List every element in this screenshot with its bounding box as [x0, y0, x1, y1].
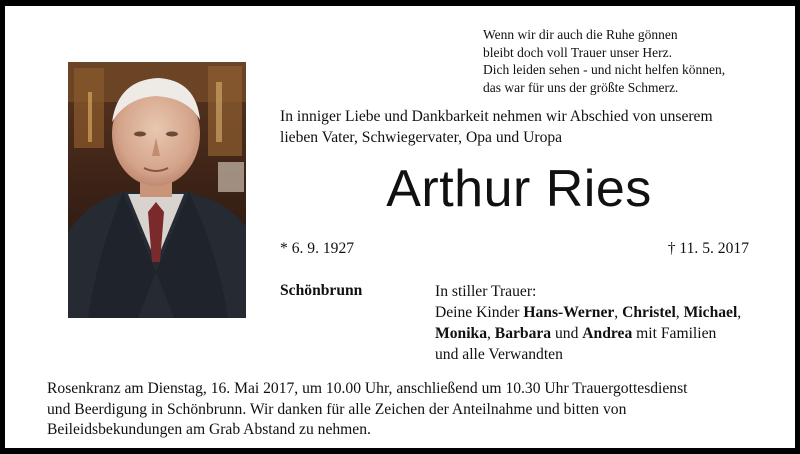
mourner-name: Barbara: [494, 325, 552, 342]
place-name: Schönbrunn: [280, 282, 363, 299]
intro-line: In inniger Liebe und Dankbarkeit nehmen wir Abschied von unserem: [280, 108, 713, 125]
mourners-line-2: [435, 323, 741, 344]
poem-line: Wenn wir dir auch die Ruhe gönnen: [483, 27, 678, 42]
mourner-name: Andrea: [582, 325, 633, 342]
poem-line: bleibt doch voll Trauer unser Herz.: [483, 44, 672, 60]
separator: ,: [737, 304, 742, 321]
mourner-name: Monika: [435, 325, 487, 342]
death-date: † 11. 5. 2017: [667, 240, 749, 257]
mourners-line-1: [435, 302, 741, 323]
mourners-heading: In stiller Trauer:: [435, 283, 537, 300]
mourner-name: Christel: [622, 304, 676, 321]
poem-line: das war für uns der größte Schmerz.: [483, 79, 679, 95]
separator: ,: [614, 304, 623, 321]
mourners-block: [435, 281, 741, 365]
mourner-name: Hans-Werner: [523, 304, 615, 321]
mourners-last-line: und alle Verwandten: [435, 346, 563, 363]
closing-line: Beileidsbekundungen am Grab Abstand zu nehmen.: [47, 421, 371, 438]
mourners-prefix: Deine Kinder: [435, 304, 524, 321]
poem: [483, 26, 725, 96]
separator: und: [551, 325, 583, 342]
deceased-name: Arthur Ries: [386, 160, 652, 218]
closing-text: [47, 379, 767, 441]
closing-line: und Beerdigung in Schönbrunn. Wir danken für alle Zeichen der Anteilnahme und bitten von: [47, 400, 627, 418]
separator: ,: [487, 325, 495, 342]
intro-line: lieben Vater, Schwiegervater, Opa und Uropa: [280, 129, 563, 146]
mourner-name: Michael: [683, 304, 738, 321]
closing-line: Rosenkranz am Dienstag, 16. Mai 2017, um 10.00 Uhr, anschließend um 10.30 Uhr Trauergottesdienst: [47, 380, 688, 397]
poem-line: Dich leiden sehen - und nicht helfen können,: [483, 62, 726, 77]
portrait-photo: [68, 62, 246, 318]
mourners-suffix: mit Familien: [632, 325, 717, 342]
birth-date: * 6. 9. 1927: [280, 240, 355, 257]
intro-text: [280, 106, 713, 148]
separator: ,: [675, 304, 684, 321]
